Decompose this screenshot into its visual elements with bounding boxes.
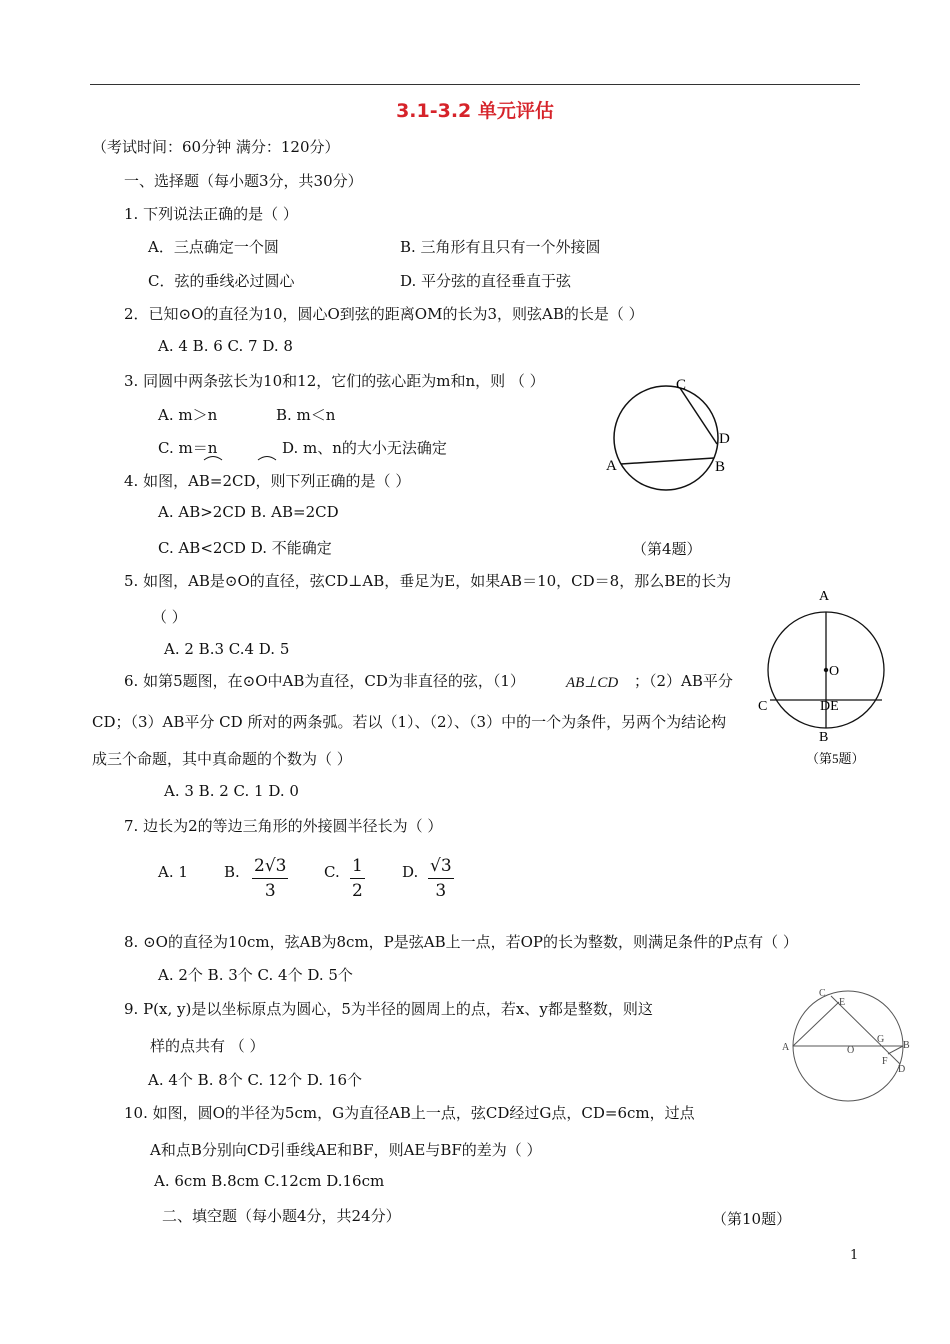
q10-line1: 10. 如图，圆O的半径为5cm，G为直径AB上一点，弦CD经过G点，CD=6cm，过点: [124, 1104, 695, 1122]
q4-stem: 4. 如图，AB=2CD，则下列正确的是（ ）: [124, 472, 411, 490]
q7-option-b-fraction: [252, 856, 288, 901]
q5-figure: [752, 586, 902, 776]
q9-line1: 9. P(x, y)是以坐标原点为圆心，5为半径的圆周上的点，若x、y都是整数，则这: [124, 1000, 653, 1018]
page-title: 3.1-3.2 单元评估: [396, 100, 554, 122]
q10-point-a: A: [782, 1042, 790, 1053]
q5-point-a: A: [819, 589, 830, 604]
q5-options: A. 2 B.3 C.4 D. 5: [164, 640, 290, 658]
q10-point-g: G: [877, 1034, 885, 1045]
q9-line2: 样的点共有 （ ）: [150, 1037, 265, 1055]
q9-options: A. 4个 B. 8个 C. 12个 D. 16个: [148, 1071, 362, 1089]
q10-caption: （第10题）: [712, 1210, 792, 1228]
q4-point-a: A: [606, 458, 617, 474]
q6-options: A. 3 B. 2 C. 1 D. 0: [164, 782, 299, 800]
q7-d-denominator: 3: [435, 881, 447, 901]
q1-stem: 1. 下列说法正确的是（ ）: [124, 205, 298, 223]
q10-point-f: F: [882, 1056, 888, 1067]
q4-caption: （第4题）: [632, 540, 702, 558]
q1-option-d: D. 平分弦的直径垂直于弦: [400, 272, 572, 290]
q4-options-ab: A. AB>2CD B. AB=2CD: [158, 503, 339, 521]
q4-options-cd: C. AB<2CD D. 不能确定: [158, 539, 332, 557]
q4-figure: [600, 372, 750, 502]
q3-stem: 3. 同圆中两条弦长为10和12，它们的弦心距为m和n，则 （ ）: [124, 372, 545, 390]
q3-option-d: D. m、n的大小无法确定: [282, 439, 447, 457]
q5-point-c: C: [758, 699, 768, 714]
q7-option-d-fraction: [428, 856, 454, 901]
q5-caption: （第5题）: [806, 751, 865, 766]
q7-option-a: A. 1: [158, 863, 188, 881]
q4-circle: [614, 386, 718, 490]
q6-line2: CD；（3）AB平分 CD 所对的两条弧。若以（1）、（2）、（3）中的一个为条件，另两个为结论构: [92, 713, 727, 731]
q1-option-a: A．三点确定一个圆: [148, 238, 279, 256]
q2-stem: 2．已知⊙O的直径为10，圆心O到弦的距离OM的长为3，则弦AB的长是（ ）: [124, 305, 644, 323]
q7-option-d-label: D.: [402, 863, 419, 881]
q10-figure: [776, 984, 916, 1104]
page-number: 1: [850, 1248, 859, 1263]
q1-option-b: B. 三角形有且只有一个外接圆: [400, 238, 601, 256]
arc-marks: [198, 452, 288, 464]
q7-option-b-label: B.: [224, 863, 240, 881]
q10-line2: A和点B分别向CD引垂线AE和BF，则AE与BF的差为（ ）: [150, 1141, 542, 1159]
q5-paren: （ ）: [152, 608, 187, 626]
q4-chord-ab: [621, 458, 714, 464]
q3-option-b: B. m＜n: [276, 406, 336, 424]
q7-option-c-fraction: [350, 856, 365, 901]
q7-option-c-label: C.: [324, 863, 340, 881]
q8-options: A. 2个 B. 3个 C. 4个 D. 5个: [158, 966, 353, 984]
q10-point-b: B: [903, 1040, 910, 1051]
header-rule: [90, 84, 860, 85]
q10-point-c: C: [819, 988, 826, 999]
q10-options: A. 6cm B.8cm C.12cm D.16cm: [154, 1172, 385, 1190]
q7-b-numerator: 2√3: [254, 856, 287, 876]
q10-segment-ae: [793, 1002, 839, 1046]
q7-c-bar: [350, 878, 365, 879]
q7-b-denominator: 3: [264, 881, 276, 901]
q10-point-e: E: [839, 997, 846, 1008]
q3-option-a: A. m＞n: [158, 406, 218, 424]
q7-c-denominator: 2: [352, 881, 363, 901]
section2-heading: 二、填空题（每小题4分，共24分）: [162, 1207, 401, 1225]
q8-stem: 8. ⊙O的直径为10cm，弦AB为8cm，P是弦AB上一点，若OP的长为整数，则满足条件的P点有（ ）: [124, 933, 798, 951]
q6-line1a: 6. 如第5题图，在⊙O中AB为直径，CD为非直径的弦，（1）: [124, 672, 525, 690]
q4-point-c: C: [676, 377, 687, 393]
exam-info: （考试时间：60分钟 满分：120分）: [92, 138, 340, 156]
q7-stem: 7. 边长为2的等边三角形的外接圆半径长为（ ）: [124, 817, 443, 835]
q4-point-d: D: [719, 431, 730, 447]
q10-point-d: D: [898, 1064, 906, 1075]
q6-line3: 成三个命题，其中真命题的个数为（ ）: [92, 750, 352, 768]
q5-stem: 5. 如图，AB是⊙O的直径，弦CD⊥AB，垂足为E，如果AB＝10，CD＝8，那么BE的长为: [124, 572, 732, 590]
q2-options: A. 4 B. 6 C. 7 D. 8: [158, 337, 293, 355]
q7-c-numerator: 1: [352, 856, 363, 876]
section1-heading: 一、选择题（每小题3分，共30分）: [124, 172, 363, 190]
q5-point-o: O: [829, 664, 840, 679]
q10-segment-bf: [888, 1046, 903, 1054]
arc-mark-ab: [204, 457, 222, 461]
q6-line1b: AB⊥CD: [566, 675, 619, 691]
q3-option-c: C. m＝n: [158, 439, 218, 457]
q5-point-b: B: [819, 730, 829, 745]
q6-line1c: ；（2）AB平分: [634, 672, 733, 690]
q7-d-numerator: √3: [430, 856, 452, 876]
q7-d-bar: [428, 878, 454, 879]
q10-point-o: O: [847, 1045, 855, 1056]
arc-mark-cd: [258, 457, 276, 461]
q5-center-dot: [824, 668, 828, 672]
q1-option-c: C．弦的垂线必过圆心: [148, 272, 295, 290]
q7-b-bar: [252, 878, 288, 879]
q5-point-de: DE: [820, 699, 839, 714]
q4-chord-cd: [680, 388, 717, 444]
q4-point-b: B: [715, 459, 726, 475]
